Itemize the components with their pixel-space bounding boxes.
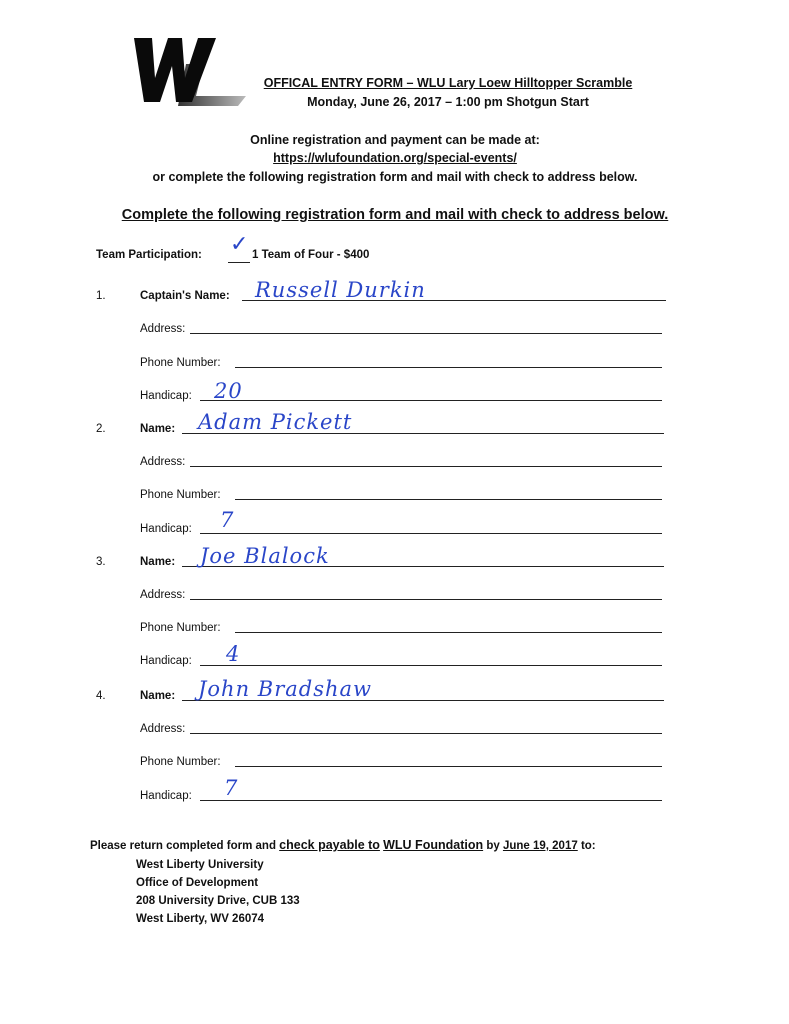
player-number: 2.: [96, 423, 106, 435]
wl-logo: [128, 34, 258, 106]
address-field[interactable]: [190, 333, 662, 334]
phone-label: Phone Number:: [140, 489, 221, 501]
return-prefix: Please return completed form and: [90, 840, 276, 852]
player-number: 3.: [96, 556, 106, 568]
handicap-value: 7: [220, 508, 235, 532]
address-line: Office of Development: [136, 877, 259, 889]
handicap-label: Handicap:: [140, 390, 192, 402]
handicap-field[interactable]: [200, 800, 662, 801]
name-value: John Bradshaw: [198, 677, 373, 701]
name-value: Adam Pickett: [198, 410, 353, 434]
phone-field[interactable]: [235, 632, 662, 633]
phone-label: Phone Number:: [140, 357, 221, 369]
form-title: OFFICAL ENTRY FORM – WLU Lary Loew Hilltopper Scramble: [263, 76, 633, 90]
phone-label: Phone Number:: [140, 622, 221, 634]
section-heading: Complete the following registration form and mail with check to address below.: [121, 207, 669, 223]
handicap-field[interactable]: [200, 665, 662, 666]
return-payee: WLU Foundation: [383, 838, 484, 852]
mail-instructions: or complete the following registration form and mail with check to address below.: [152, 170, 638, 184]
return-by: by: [486, 840, 500, 852]
team-participation-label: Team Participation:: [96, 249, 202, 261]
address-label: Address:: [140, 589, 186, 601]
return-check: check payable to: [279, 838, 380, 852]
registration-link[interactable]: https://wlufoundation.org/special-events/: [273, 151, 517, 165]
phone-field[interactable]: [235, 499, 662, 500]
address-field[interactable]: [190, 466, 662, 467]
handicap-field[interactable]: [200, 533, 662, 534]
handicap-label: Handicap:: [140, 523, 192, 535]
player-number: 4.: [96, 690, 106, 702]
name-label: Name:: [140, 423, 176, 435]
team-option-blank[interactable]: [228, 262, 250, 263]
handicap-value: 4: [226, 642, 241, 666]
handicap-label: Handicap:: [140, 655, 192, 667]
address-label: Address:: [140, 723, 186, 735]
phone-field[interactable]: [235, 766, 662, 767]
name-label: Name:: [140, 556, 176, 568]
phone-field[interactable]: [235, 367, 662, 368]
handicap-value: 7: [224, 776, 239, 800]
team-option-label: 1 Team of Four - $400: [252, 249, 370, 261]
address-field[interactable]: [190, 599, 662, 600]
mailing-address: [136, 856, 300, 928]
address-line: West Liberty, WV 26074: [136, 913, 265, 925]
player-number: 1.: [96, 290, 106, 302]
handicap-field[interactable]: [200, 400, 662, 401]
captain-name-label: Captain's Name:: [140, 290, 230, 302]
address-line: West Liberty University: [136, 859, 264, 871]
address-field[interactable]: [190, 733, 662, 734]
name-label: Name:: [140, 690, 176, 702]
handicap-value: 20: [214, 379, 243, 403]
wl-logo-graphic: [128, 34, 258, 106]
event-date: Monday, June 26, 2017 – 1:00 pm Shotgun Start: [307, 95, 589, 109]
handicap-label: Handicap:: [140, 790, 192, 802]
address-line: 208 University Drive, CUB 133: [136, 895, 300, 907]
return-date: June 19, 2017: [502, 840, 578, 852]
address-label: Address:: [140, 456, 186, 468]
address-label: Address:: [140, 323, 186, 335]
online-text: Online registration and payment can be made at:: [250, 133, 540, 147]
return-instructions: [90, 838, 730, 852]
checkmark-icon: ✓: [230, 232, 249, 257]
phone-label: Phone Number:: [140, 756, 221, 768]
captain-name-value: Russell Durkin: [255, 278, 426, 302]
return-to: to:: [580, 840, 596, 852]
name-value: Joe Blalock: [200, 544, 330, 568]
